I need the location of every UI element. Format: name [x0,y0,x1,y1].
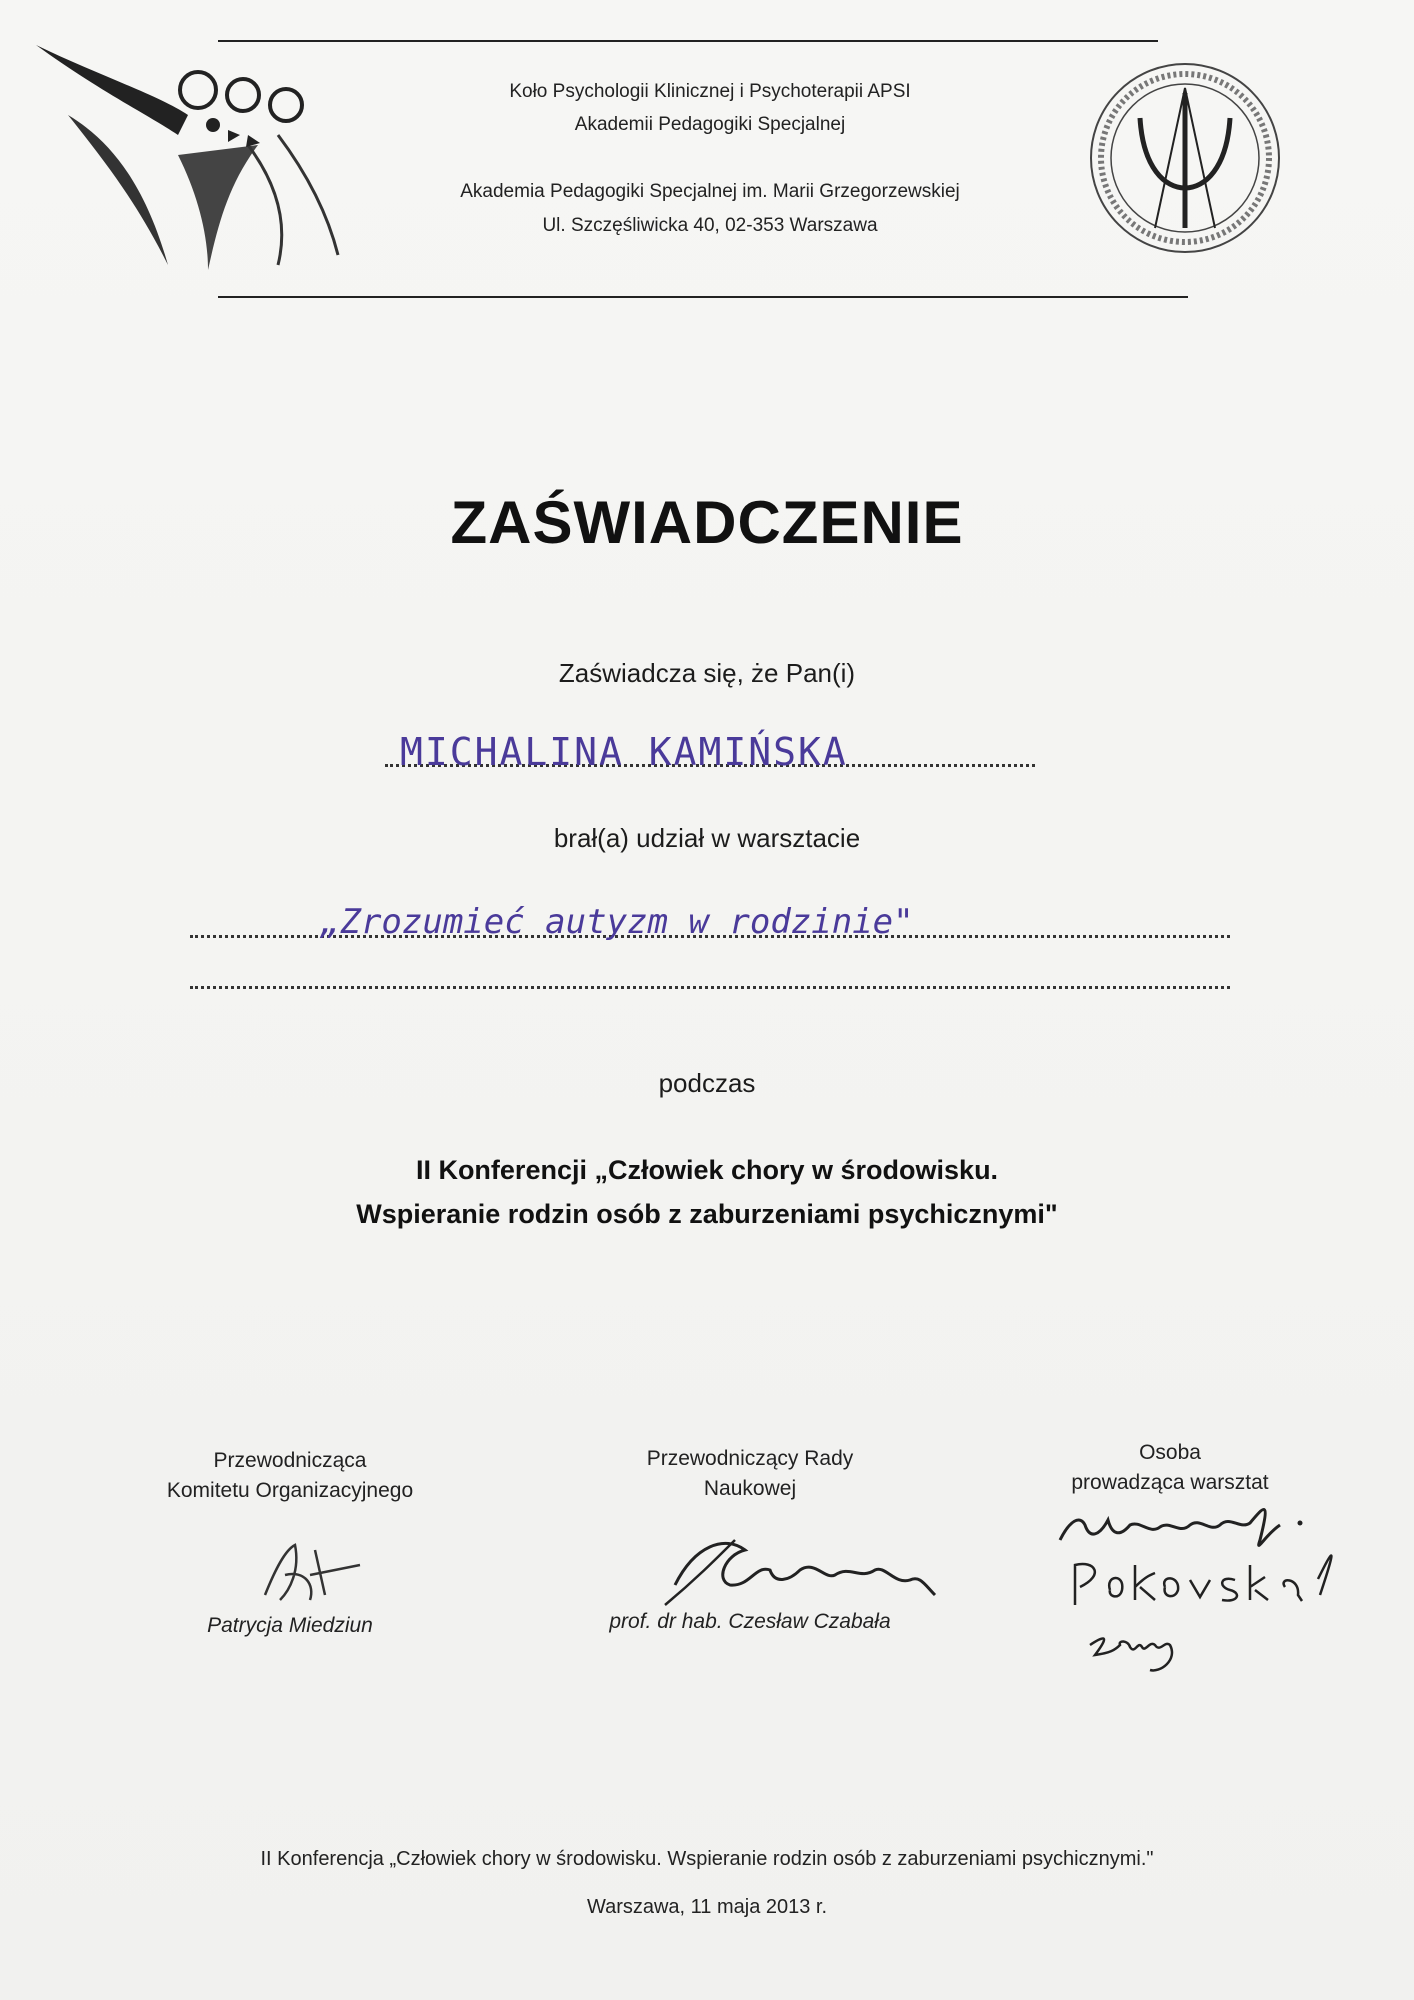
signature-3-role-line2: prowadząca warsztat [1071,1471,1269,1494]
signature-3-handwritten-name [1050,1495,1350,1675]
workshop-title: „Zrozumieć autyzm w rodzinie" [320,902,914,942]
signature-3-role-line1: Osoba [1139,1441,1201,1464]
signature-1-role-line2: Komitetu Organizacyjnego [166,1479,414,1502]
signature-1-role-line1: Przewodnicząca [213,1449,367,1472]
psychology-seal [1085,58,1285,258]
header-academy-full: Akademia Pedagogiki Specjalnej im. Marii Grzegorzewskiej [460,181,960,202]
signature-2-role [560,1444,940,1504]
conference-line-1: II Konferencji „Człowiek chory w środowisku. [415,1155,999,1185]
header-academy-short: Akademii Pedagogiki Specjalnej [574,114,846,135]
club-logo [28,35,358,280]
during-text: podczas [658,1068,756,1098]
footer-conference: II Konferencja „Człowiek chory w środowisku. Wspieranie rodzin osób z zaburzeniami psychicznymi." [260,1848,1154,1870]
header-club-name: Koło Psychologii Klinicznej i Psychoterapii APSI [509,81,911,102]
header-top-rule [218,40,1158,42]
signature-2-scribble [655,1525,955,1615]
signature-1-scribble [255,1530,375,1610]
participation-text: brał(a) udział w warsztacie [553,823,861,853]
header-address: Ul. Szczęśliwicka 40, 02-353 Warszawa [542,215,878,236]
signature-2-role-line2: Naukowej [703,1477,797,1500]
page-title: ZAŚWIADCZENIE [450,489,964,556]
conference-line-2: Wspieranie rodzin osób z zaburzeniami psychicznymi" [356,1199,1058,1229]
footer-place-date: Warszawa, 11 maja 2013 r. [586,1896,828,1918]
workshop-dotted-line-2 [190,986,1230,989]
signature-3-role [1040,1438,1300,1498]
header-bottom-rule [218,296,1188,298]
intro-text: Zaświadcza się, że Pan(i) [558,658,856,688]
signature-2-name: prof. dr hab. Czesław Czabała [609,1610,891,1633]
signature-2-role-line1: Przewodniczący Rady [646,1447,854,1470]
signature-1-role [120,1446,460,1506]
participant-name: MICHALINA KAMIŃSKA [400,730,848,774]
signature-1-name: Patrycja Miedziun [207,1614,373,1637]
